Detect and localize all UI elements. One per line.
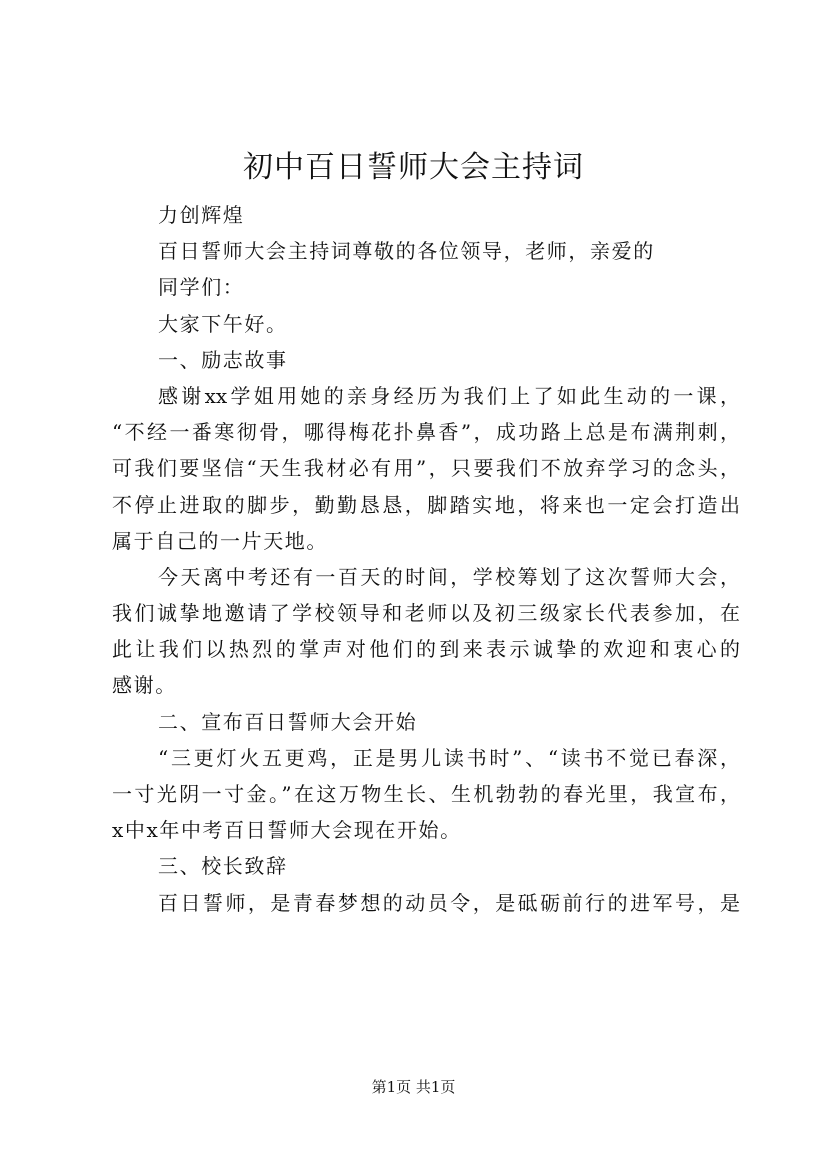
section-heading: 二、宣布百日誓师大会开始 [158,709,418,734]
paragraph-line: 今天离中考还有一百天的时间，学校筹划了这次誓师大会， [158,564,740,589]
paragraph-line: 力创辉煌 [158,203,245,227]
paragraph-line: 一寸光阴一寸金。”在这万物生长、生机勃勃的春光里，我宣布， [112,782,740,806]
paragraph-line: 百日誓师，是青春梦想的动员令，是砥砺前行的进军号，是 [158,890,740,915]
paragraph-line: 百日誓师大会主持词尊敬的各位领导，老师，亲爱的 [158,239,655,264]
section-heading: 三、校长致辞 [158,854,288,879]
paragraph-line: 属于自己的一片天地。 [112,528,328,553]
document-title: 初中百日誓师大会主持词 [243,150,584,185]
page-number-footer: 第1页 共1页 [371,1078,456,1096]
paragraph-line: “三更灯火五更鸡，正是男儿读书时”、“读书不觉已春深， [158,745,740,770]
paragraph-line: 我们诚挚地邀请了学校领导和老师以及初三级家长代表参加，在 [112,601,740,626]
paragraph-line: 同学们： [158,275,245,300]
section-heading: 一、励志故事 [158,347,288,372]
paragraph-line: 感谢。 [112,673,177,698]
paragraph-line: 不停止进取的脚步，勤勤恳恳，脚踏实地，将来也一定会打造出 [112,492,740,517]
paragraph-line: x中x年中考百日誓师大会现在开始。 [112,818,462,843]
document-body [112,197,740,921]
paragraph-line: “不经一番寒彻骨，哪得梅花扑鼻香”，成功路上总是布满荆刺， [112,420,740,445]
paragraph-line: 此让我们以热烈的掌声对他们的到来表示诚挚的欢迎和衷心的 [112,637,740,662]
paragraph-line: 感谢xx学姐用她的亲身经历为我们上了如此生动的一课， [158,383,740,408]
paragraph-line: 可我们要坚信“天生我材必有用”，只要我们不放弃学习的念头， [112,456,740,481]
paragraph-line: 大家下午好。 [158,311,288,336]
